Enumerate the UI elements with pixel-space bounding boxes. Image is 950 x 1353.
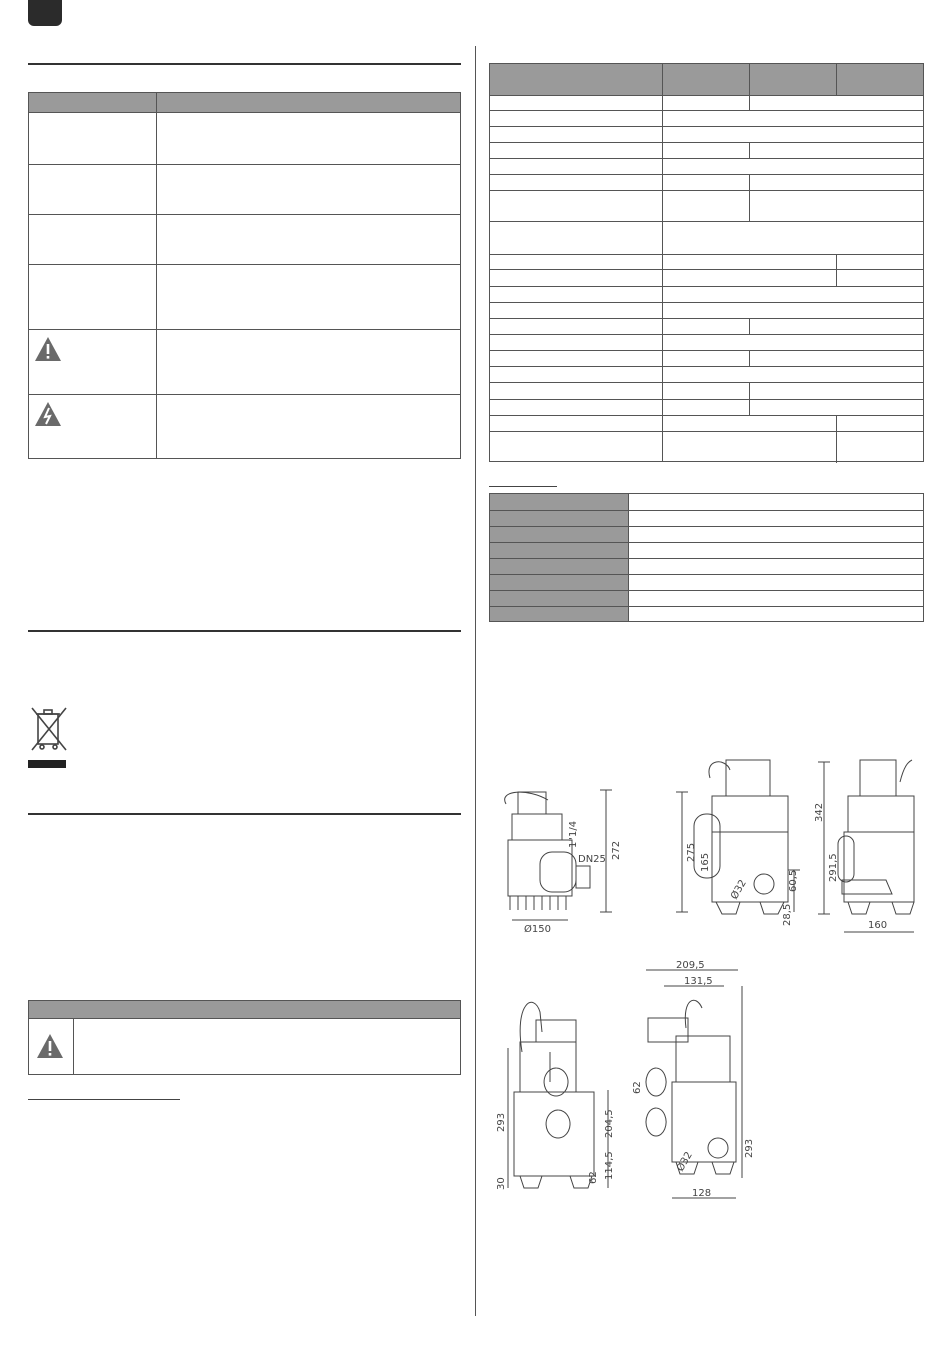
table-row xyxy=(490,318,923,319)
dim-label: 272 xyxy=(611,840,622,860)
section-rule-installation xyxy=(28,813,461,815)
table-row xyxy=(29,164,460,165)
symbols-table-col-divider xyxy=(156,93,157,458)
header-divider xyxy=(836,64,837,95)
dim-label: 165 xyxy=(700,852,711,872)
table-row xyxy=(490,269,923,270)
table-row xyxy=(490,382,923,383)
dim-label: 60,5 xyxy=(788,869,799,892)
dim-label: 131,5 xyxy=(684,976,713,987)
table-row xyxy=(490,415,923,416)
pump-drawing-1 xyxy=(488,780,628,940)
table-row xyxy=(490,542,923,543)
table-row xyxy=(490,366,923,367)
table-row xyxy=(29,264,460,265)
section-rule-disposal xyxy=(28,630,461,632)
symbols-table-header xyxy=(29,93,460,112)
cell-divider xyxy=(749,350,750,366)
cell-divider xyxy=(749,174,750,221)
table-row xyxy=(490,302,923,303)
warning-table-col-divider xyxy=(73,1018,74,1074)
table-row xyxy=(490,190,923,191)
table-row xyxy=(490,590,923,591)
cell-divider xyxy=(749,318,750,334)
materials-table xyxy=(489,493,924,622)
dim-label: 293 xyxy=(496,1112,507,1132)
dim-label: 128 xyxy=(692,1188,712,1199)
table-row xyxy=(29,1018,460,1019)
dim-label: 28,5 xyxy=(782,903,793,926)
cell-divider xyxy=(836,415,837,463)
table-row xyxy=(490,95,923,96)
underline-rule xyxy=(489,486,557,487)
table-row xyxy=(490,254,923,255)
dim-label: 293 xyxy=(744,1138,755,1158)
crossed-bin-icon xyxy=(28,706,68,770)
dim-label: Ø32 xyxy=(729,878,749,902)
table-row xyxy=(29,214,460,215)
electric-hazard-icon xyxy=(34,401,62,427)
pump-drawing-3 xyxy=(808,752,928,937)
header-divider xyxy=(662,64,663,95)
pump-drawing-5 xyxy=(626,958,756,1208)
table-row xyxy=(490,558,923,559)
table-row xyxy=(490,126,923,127)
table-row xyxy=(490,431,923,432)
warning-triangle-icon xyxy=(34,336,62,362)
table-row xyxy=(490,350,923,351)
table-row xyxy=(490,174,923,175)
table-row xyxy=(490,574,923,575)
table-row xyxy=(490,110,923,111)
table-row xyxy=(490,526,923,527)
table-row xyxy=(490,334,923,335)
technical-data-table xyxy=(489,63,924,462)
pump-drawing-4 xyxy=(490,992,620,1202)
label-col-divider xyxy=(662,95,663,461)
table-row xyxy=(29,329,460,330)
table-row xyxy=(29,394,460,395)
dim-label: Ø150 xyxy=(524,924,551,935)
dim-label: DN25 xyxy=(578,854,606,865)
dim-label: Ø32 xyxy=(675,1150,695,1174)
dim-label: 30 xyxy=(496,1177,507,1190)
warning-table-header xyxy=(29,1001,460,1018)
technical-table-header xyxy=(490,64,923,95)
section-tab-marker xyxy=(28,0,62,26)
pump-drawing-2 xyxy=(664,752,814,932)
dim-label: 160 xyxy=(868,920,888,931)
cell-divider xyxy=(749,95,750,110)
symbols-table xyxy=(28,92,461,459)
warning-table xyxy=(28,1000,461,1075)
dim-label: 62 xyxy=(588,1171,599,1184)
section-rule-top xyxy=(28,63,461,65)
dim-label: 342 xyxy=(814,802,825,822)
table-row xyxy=(490,158,923,159)
dim-label: 1"1/4 xyxy=(568,820,579,848)
dim-label: 62 xyxy=(632,1081,643,1094)
cell-divider xyxy=(836,254,837,286)
table-row xyxy=(490,399,923,400)
table-row xyxy=(490,286,923,287)
dim-label: 291,5 xyxy=(828,853,839,882)
dim-label: 275 xyxy=(686,842,697,862)
dim-label: 204,5 xyxy=(604,1109,615,1138)
dim-label: 114,5 xyxy=(604,1151,615,1180)
table-row xyxy=(29,112,460,113)
warning-triangle-icon xyxy=(36,1033,64,1059)
table-row xyxy=(490,606,923,607)
header-divider xyxy=(749,64,750,95)
dim-label: 209,5 xyxy=(676,960,705,971)
column-divider xyxy=(475,46,476,1316)
underline-rule xyxy=(28,1099,180,1100)
table-row xyxy=(490,510,923,511)
table-row xyxy=(490,221,923,222)
cell-divider xyxy=(749,382,750,415)
cell-divider xyxy=(749,142,750,158)
table-row xyxy=(490,142,923,143)
